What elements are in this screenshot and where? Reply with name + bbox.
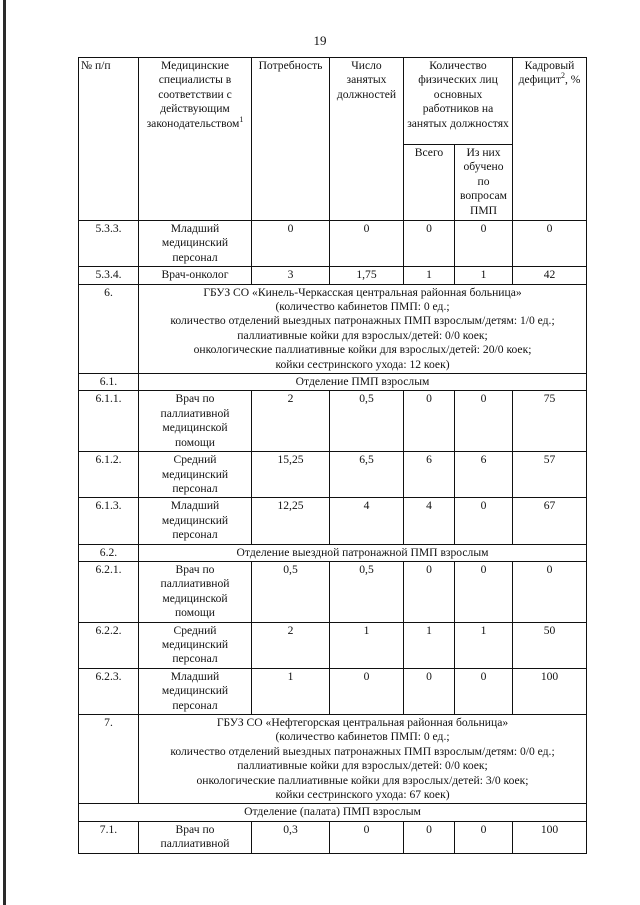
row-deficit: 57 [513,452,587,498]
row-need: 2 [252,391,330,452]
row-num: 6.1.1. [79,391,139,452]
section-line: (количество кабинетов ПМП: 0 ед.; [275,730,450,744]
row-total: 0 [404,391,455,452]
table-row [79,561,587,622]
row-need: 12,25 [252,498,330,544]
row-total: 0 [404,561,455,622]
section-line: ГБУЗ СО «Нефтегорская центральная районная больница» [216,716,509,729]
row-total: 0 [404,221,455,267]
header-row [79,58,587,145]
row-specialist: Младший медицинский персонал [139,498,252,544]
row-num: 7.1. [79,821,139,853]
row-deficit: 75 [513,391,587,452]
table-row [79,622,587,668]
row-total: 0 [404,668,455,714]
row-positions: 0 [330,221,404,267]
row-deficit: 100 [513,668,587,714]
section-line: паллиативные койки для взрослых/детей: 0/0 коек; [237,759,488,773]
section-line: количество отделений выездных патронажных ПМП взрослым/детям: 1/0 ед.; [170,314,555,328]
section-line: количество отделений выездных патронажных ПМП взрослым/детям: 0/0 ед.; [170,744,555,758]
row-deficit: 100 [513,821,587,853]
table-row [79,452,587,498]
row-specialist: Врач-онколог [139,267,252,284]
row-need: 3 [252,267,330,284]
header-deficit: Кадровый дефицит$^2$, % [513,58,587,221]
row-specialist: Средний медицинский персонал [139,622,252,668]
section-line: койки сестринского ухода: 67 коек) [275,788,450,802]
row-need: 0,5 [252,561,330,622]
row-trained: 0 [455,391,513,452]
row-positions: 0,5 [330,561,404,622]
row-trained: 0 [455,668,513,714]
section-line: паллиативные койки для взрослых/детей: 0/0 коек; [237,328,488,342]
row-trained: 1 [455,622,513,668]
section-row [79,284,587,373]
section-heading [139,715,587,804]
section-num: 6. [79,284,139,373]
row-total: 4 [404,498,455,544]
header-specialists: Медицинские специалисты в соответствии с действующим законодательством$^1$ [139,58,252,221]
subsection-num: 6.2. [79,544,139,561]
subsection-title: Отделение выездной патронажной ПМП взрослым [139,544,587,561]
table-row [79,391,587,452]
row-positions: 1 [330,622,404,668]
row-total: 1 [404,267,455,284]
row-deficit: 0 [513,221,587,267]
table-row [79,821,587,853]
subsection-row [79,544,587,561]
row-deficit: 42 [513,267,587,284]
row-need: 0 [252,221,330,267]
row-trained: 6 [455,452,513,498]
staffing-table [78,57,587,854]
header-trained: Из них обучено по вопросам ПМП [455,145,513,221]
row-num: 6.1.2. [79,452,139,498]
row-trained: 0 [455,221,513,267]
page-number: 19 [313,33,327,48]
subsection-title: Отделение ПМП взрослым [139,374,587,391]
section-row [79,715,587,804]
row-total: 0 [404,821,455,853]
section-num: 7. [79,715,139,804]
row-specialist: Средний медицинский персонал [139,452,252,498]
row-specialist: Младший медицинский персонал [139,221,252,267]
row-num: 5.3.3. [79,221,139,267]
row-total: 6 [404,452,455,498]
section-line: (количество кабинетов ПМП: 0 ед.; [275,300,450,314]
row-specialist: Врач по паллиативной медицинской помощи [139,561,252,622]
row-positions: 6,5 [330,452,404,498]
row-num: 6.1.3. [79,498,139,544]
row-positions: 0,5 [330,391,404,452]
row-trained: 0 [455,498,513,544]
section-line: ГБУЗ СО «Кинель-Черкасская центральная районная больница» [203,285,522,299]
row-specialist: Врач по паллиативной медицинской помощи [139,391,252,452]
header-total: Всего [404,145,455,221]
scan-edge [3,0,6,905]
row-positions: 0 [330,668,404,714]
row-need: 0,3 [252,821,330,853]
row-total: 1 [404,622,455,668]
subsection-title: Отделение (палата) ПМП взрослым [79,804,587,821]
row-deficit: 50 [513,622,587,668]
header-num: № п/п [79,58,139,221]
row-specialist: Врач по паллиативной [139,821,252,853]
section-heading [139,284,587,373]
subsection-num: 6.1. [79,374,139,391]
row-need: 1 [252,668,330,714]
section-line: онкологические паллиативные койки для взрослых/детей: 3/0 коек; [196,773,529,787]
row-num: 6.2.2. [79,622,139,668]
row-positions: 1,75 [330,267,404,284]
row-deficit: 67 [513,498,587,544]
row-positions: 4 [330,498,404,544]
section-line: койки сестринского ухода: 12 коек) [275,357,450,371]
row-num: 5.3.4. [79,267,139,284]
row-deficit: 0 [513,561,587,622]
subsection-row [79,804,587,821]
table-row [79,267,587,284]
table-row [79,221,587,267]
row-specialist: Младший медицинский персонал [139,668,252,714]
header-need: Потребность [252,58,330,221]
header-count-group: Количество физических лиц основных работников на занятых должностях [404,58,513,145]
row-num: 6.2.1. [79,561,139,622]
table-row [79,498,587,544]
row-num: 6.2.3. [79,668,139,714]
table-row [79,668,587,714]
row-positions: 0 [330,821,404,853]
row-trained: 0 [455,821,513,853]
row-need: 15,25 [252,452,330,498]
row-trained: 0 [455,561,513,622]
row-need: 2 [252,622,330,668]
section-line: онкологические паллиативные койки для взрослых/детей: 20/0 коек; [193,343,532,357]
subsection-row [79,374,587,391]
row-trained: 1 [455,267,513,284]
header-positions: Число занятых должностей [330,58,404,221]
